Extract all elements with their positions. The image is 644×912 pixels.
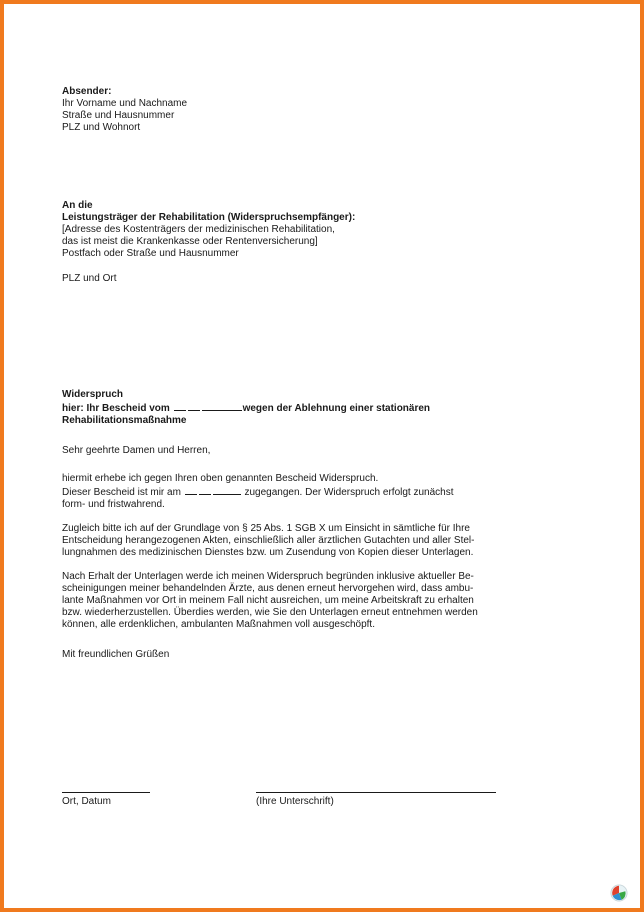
subject-line-2: Rehabilitationsmaßnahme: [62, 415, 187, 426]
site-logo-icon: [610, 884, 628, 902]
date-blank-year: [202, 401, 242, 411]
paragraph-3-line-4: bzw. wiederherzustellen. Überdies werden, wie Sie den Unterlagen erneut entnehmen werden: [62, 607, 478, 618]
signature-line: [256, 792, 496, 793]
receipt-blank-year: [213, 485, 241, 495]
letter-document: [62, 86, 562, 661]
paragraph-1-line-1: hiermit erhebe ich gegen Ihren oben genannten Bescheid Widerspruch.: [62, 473, 379, 484]
recipient-address-1: [Adresse des Kostenträgers der medizinischen Rehabilitation,: [62, 224, 335, 235]
paragraph-1-line-2: [62, 485, 562, 499]
recipient-address-3: Postfach oder Straße und Hausnummer: [62, 248, 239, 259]
receipt-blank-month: [199, 485, 211, 495]
place-date-line: [62, 792, 150, 793]
recipient-heading: An die: [62, 200, 93, 211]
sender-heading: Absender:: [62, 86, 112, 97]
subject-line-1: [62, 401, 562, 415]
date-blank-month: [188, 401, 200, 411]
place-date-label: Ort, Datum: [62, 796, 111, 807]
paragraph-1-prefix: Dieser Bescheid ist mir am: [62, 487, 181, 498]
paragraph-2-line-3: lungnahmen des medizinischen Dienstes bzw. um Zusendung von Kopien dieser Unterlagen.: [62, 547, 474, 558]
sender-street: Straße und Hausnummer: [62, 110, 175, 121]
signature-label: (Ihre Unterschrift): [256, 796, 334, 807]
paragraph-2-line-1: Zugleich bitte ich auf der Grundlage von § 25 Abs. 1 SGB X um Einsicht in sämtliche für Ihre: [62, 523, 470, 534]
paragraph-2-line-2: Entscheidung herangezogenen Akten, einschließlich aller ärztlichen Gutachten und aller Stel-: [62, 535, 475, 546]
date-blank-day: [174, 401, 186, 411]
paragraph-3-line-1: Nach Erhalt der Unterlagen werde ich meinen Widerspruch begründen inklusive aktueller Be-: [62, 571, 474, 582]
recipient-city: PLZ und Ort: [62, 273, 117, 284]
signature-block: [62, 792, 502, 816]
salutation: Sehr geehrte Damen und Herren,: [62, 445, 211, 456]
receipt-blank-day: [185, 485, 197, 495]
paragraph-1-suffix: zugegangen. Der Widerspruch erfolgt zunächst: [244, 487, 454, 498]
closing: Mit freundlichen Grüßen: [62, 649, 170, 660]
paragraph-3-line-5: können, alle erdenklichen, ambulanten Maßnahmen voll ausgeschöpft.: [62, 619, 375, 630]
subject-suffix: wegen der Ablehnung einer stationären: [242, 403, 431, 414]
recipient-address-2: das ist meist die Krankenkasse oder Rentenversicherung]: [62, 236, 318, 247]
sender-name: Ihr Vorname und Nachname: [62, 98, 188, 109]
paragraph-1-line-3: form- und fristwahrend.: [62, 499, 165, 510]
paragraph-3-line-2: scheinigungen meiner behandelnden Ärzte, aus denen erneut hervorgehen wird, dass ambu-: [62, 583, 474, 594]
subject-prefix: hier: Ihr Bescheid vom: [62, 403, 170, 414]
paragraph-3-line-3: lante Maßnahmen vor Ort in meinem Fall nicht ausreichen, um meine Arbeitskraft zu erhalten: [62, 595, 474, 606]
recipient-title: Leistungsträger der Rehabilitation (Widerspruchsempfänger):: [62, 212, 356, 223]
subject-heading: Widerspruch: [62, 389, 124, 400]
sender-city: PLZ und Wohnort: [62, 122, 141, 133]
